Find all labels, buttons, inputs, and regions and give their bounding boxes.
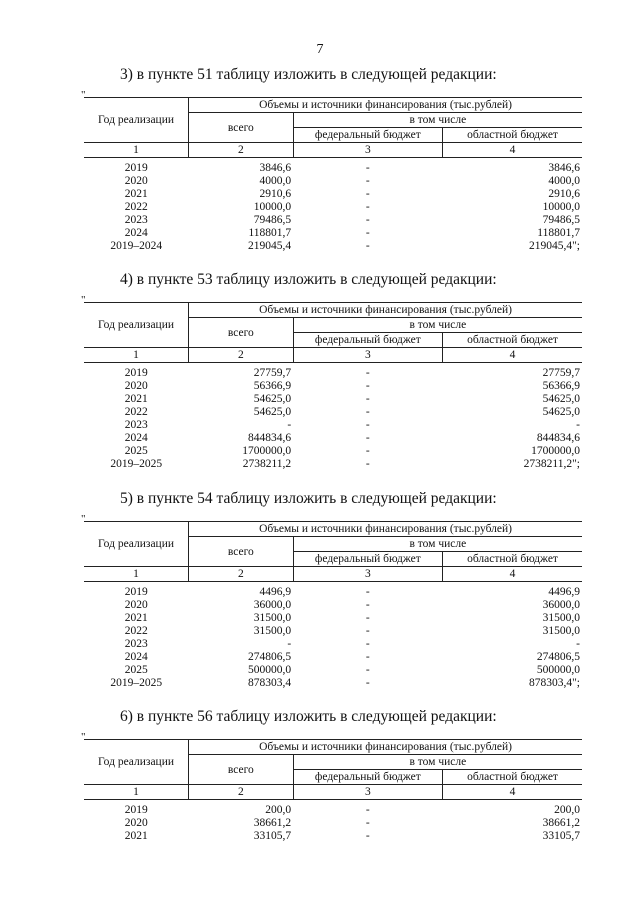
cell-regional: 274806,5	[536, 651, 580, 663]
cell-year: 2020	[124, 599, 148, 611]
header-col-3: 3	[293, 785, 442, 800]
cell-year: 2019–2025	[110, 677, 163, 689]
table-row	[84, 240, 582, 253]
funding-table	[84, 521, 582, 690]
cell-federal: -	[365, 175, 370, 187]
cell-total: 2738211,2	[242, 458, 292, 470]
cell-regional: 4496,9	[548, 586, 580, 598]
cell-federal: -	[365, 830, 370, 842]
header-total: всего	[189, 537, 294, 567]
cell-federal: -	[365, 664, 370, 676]
cell-regional: 31500,0	[542, 625, 580, 637]
cell-federal: -	[365, 817, 370, 829]
cell-regional: 36000,0	[542, 599, 580, 611]
cell-total: 200,0	[265, 804, 292, 816]
cell-regional: 1700000,0	[531, 445, 580, 457]
cell-year: 2021	[124, 612, 148, 624]
cell-year: 2019	[124, 804, 148, 816]
cell-total: 1700000,0	[242, 445, 292, 457]
header-col-1: 1	[84, 785, 189, 800]
cell-regional: 3846,6	[548, 162, 580, 174]
cell-total: 500000,0	[248, 664, 292, 676]
table-row	[84, 227, 582, 240]
header-regional: областной бюджет	[443, 552, 582, 567]
cell-year: 2021	[124, 188, 148, 200]
table-row	[84, 432, 582, 445]
header-including: в том числе	[293, 113, 582, 128]
funding-table-block	[81, 731, 582, 843]
cell-federal: -	[365, 406, 370, 418]
page-number: 7	[316, 42, 324, 57]
cell-year: 2021	[124, 393, 148, 405]
cell-year: 2025	[124, 445, 148, 457]
cell-year: 2023	[124, 214, 148, 226]
cell-total: 56366,9	[253, 380, 292, 392]
cell-year: 2019–2025	[110, 458, 163, 470]
header-including: в том числе	[293, 318, 582, 333]
cell-total: 2910,6	[259, 188, 292, 200]
header-col-2: 2	[189, 567, 294, 582]
cell-total: 118801,7	[248, 227, 292, 239]
cell-regional: 200,0	[554, 804, 580, 816]
cell-regional: 31500,0	[542, 612, 580, 624]
header-col-2: 2	[189, 348, 294, 363]
header-including: в том числе	[293, 537, 582, 552]
cell-year: 2020	[124, 817, 148, 829]
header-federal: федеральный бюджет	[293, 333, 442, 348]
cell-federal: -	[365, 367, 370, 379]
cell-total: 31500,0	[253, 625, 292, 637]
cell-year: 2022	[124, 201, 148, 213]
header-col-2: 2	[189, 143, 294, 158]
cell-regional: 878303,4";	[528, 677, 580, 689]
header-col-1: 1	[84, 348, 189, 363]
cell-federal: -	[365, 677, 370, 689]
section-heading: 5) в пункте 54 таблицу изложить в следующей редакции:	[120, 490, 497, 507]
table-row	[84, 677, 582, 690]
cell-regional: 118801,7	[537, 227, 580, 239]
header-year: Год реализации	[84, 740, 189, 785]
section-heading: 3) в пункте 51 таблицу изложить в следующей редакции:	[120, 66, 497, 83]
opening-quote: "	[81, 513, 86, 525]
cell-federal: -	[365, 804, 370, 816]
cell-total: 31500,0	[253, 612, 292, 624]
table-row	[84, 393, 582, 406]
cell-federal: -	[365, 432, 370, 444]
cell-regional: 38661,2	[542, 817, 580, 829]
table-row	[84, 830, 582, 843]
cell-year: 2024	[124, 432, 148, 444]
header-total: всего	[189, 113, 294, 143]
header-col-3: 3	[293, 348, 442, 363]
table-row	[84, 664, 582, 677]
cell-year: 2024	[124, 227, 148, 239]
cell-total: 79486,5	[253, 214, 292, 226]
cell-year: 2020	[124, 175, 148, 187]
header-regional: областной бюджет	[443, 770, 582, 785]
table-row	[84, 582, 582, 600]
cell-year: 2022	[124, 625, 148, 637]
table-row	[84, 175, 582, 188]
table-row	[84, 158, 582, 176]
cell-federal: -	[365, 201, 370, 213]
opening-quote: "	[81, 294, 86, 306]
cell-year: 2025	[124, 664, 148, 676]
cell-federal: -	[365, 162, 370, 174]
cell-total: -	[287, 638, 292, 650]
cell-total: 4496,9	[259, 586, 292, 598]
cell-federal: -	[365, 188, 370, 200]
opening-quote: "	[81, 731, 86, 743]
cell-regional: 2738211,2";	[523, 458, 580, 470]
cell-federal: -	[365, 586, 370, 598]
funding-table	[84, 97, 582, 253]
cell-regional: 79486,5	[542, 214, 580, 226]
section-heading: 6) в пункте 56 таблицу изложить в следующей редакции:	[120, 708, 497, 725]
cell-total: 878303,4	[248, 677, 292, 689]
cell-total: 4000,0	[259, 175, 292, 187]
header-col-4: 4	[443, 348, 582, 363]
table-row	[84, 458, 582, 471]
table-row	[84, 201, 582, 214]
cell-federal: -	[365, 240, 370, 252]
cell-total: 844834,6	[248, 432, 292, 444]
header-federal: федеральный бюджет	[293, 128, 442, 143]
header-year: Год реализации	[84, 98, 189, 143]
cell-federal: -	[365, 393, 370, 405]
cell-year: 2023	[124, 419, 148, 431]
header-funding: Объемы и источники финансирования (тыс.рублей)	[189, 98, 582, 113]
table-row	[84, 445, 582, 458]
cell-regional: 219045,4";	[528, 240, 580, 252]
cell-regional: 27759,7	[542, 367, 580, 379]
cell-regional: 56366,9	[542, 380, 580, 392]
table-row	[84, 651, 582, 664]
table-row	[84, 419, 582, 432]
table-row	[84, 380, 582, 393]
funding-table	[84, 739, 582, 843]
table-row	[84, 214, 582, 227]
header-regional: областной бюджет	[443, 333, 582, 348]
opening-quote: "	[81, 89, 86, 101]
cell-year: 2020	[124, 380, 148, 392]
header-total: всего	[189, 318, 294, 348]
funding-table-block	[81, 513, 582, 690]
cell-federal: -	[365, 419, 370, 431]
cell-regional: 2910,6	[548, 188, 580, 200]
header-federal: федеральный бюджет	[293, 770, 442, 785]
cell-federal: -	[365, 651, 370, 663]
cell-regional: 4000,0	[548, 175, 580, 187]
table-row	[84, 406, 582, 419]
cell-federal: -	[365, 227, 370, 239]
header-regional: областной бюджет	[443, 128, 582, 143]
funding-table-block	[81, 294, 582, 471]
header-federal: федеральный бюджет	[293, 552, 442, 567]
cell-year: 2024	[124, 651, 148, 663]
cell-regional: -	[576, 419, 580, 431]
header-col-4: 4	[443, 567, 582, 582]
cell-total: -	[287, 419, 292, 431]
header-col-3: 3	[293, 567, 442, 582]
header-col-1: 1	[84, 143, 189, 158]
cell-federal: -	[365, 638, 370, 650]
cell-total: 54625,0	[253, 393, 292, 405]
cell-year: 2019	[124, 367, 148, 379]
cell-federal: -	[365, 599, 370, 611]
cell-regional: 10000,0	[542, 201, 580, 213]
cell-federal: -	[365, 214, 370, 226]
cell-regional: 500000,0	[536, 664, 580, 676]
cell-federal: -	[365, 612, 370, 624]
header-col-3: 3	[293, 143, 442, 158]
cell-total: 54625,0	[253, 406, 292, 418]
cell-total: 274806,5	[248, 651, 292, 663]
table-row	[84, 800, 582, 818]
cell-year: 2023	[124, 638, 148, 650]
header-col-1: 1	[84, 567, 189, 582]
table-row	[84, 363, 582, 381]
header-col-4: 4	[443, 785, 582, 800]
cell-regional: 54625,0	[542, 393, 580, 405]
table-row	[84, 188, 582, 201]
cell-year: 2019–2024	[110, 240, 163, 252]
funding-table-block	[81, 89, 582, 253]
cell-year: 2021	[124, 830, 148, 842]
header-col-2: 2	[189, 785, 294, 800]
header-year: Год реализации	[84, 522, 189, 567]
table-row	[84, 625, 582, 638]
cell-federal: -	[365, 458, 370, 470]
cell-regional: 54625,0	[542, 406, 580, 418]
header-funding: Объемы и источники финансирования (тыс.рублей)	[189, 740, 582, 755]
table-row	[84, 817, 582, 830]
cell-total: 36000,0	[253, 599, 292, 611]
table-row	[84, 599, 582, 612]
header-including: в том числе	[293, 755, 582, 770]
cell-total: 3846,6	[259, 162, 292, 174]
table-row	[84, 638, 582, 651]
cell-total: 38661,2	[253, 817, 292, 829]
cell-year: 2022	[124, 406, 148, 418]
cell-total: 27759,7	[253, 367, 292, 379]
header-funding: Объемы и источники финансирования (тыс.рублей)	[189, 303, 582, 318]
section-heading: 4) в пункте 53 таблицу изложить в следующей редакции:	[120, 271, 497, 288]
cell-federal: -	[365, 380, 370, 392]
cell-year: 2019	[124, 162, 148, 174]
header-year: Год реализации	[84, 303, 189, 348]
table-row	[84, 612, 582, 625]
cell-year: 2019	[124, 586, 148, 598]
cell-regional: 844834,6	[536, 432, 580, 444]
cell-regional: 33105,7	[542, 830, 580, 842]
cell-federal: -	[365, 625, 370, 637]
header-col-4: 4	[443, 143, 582, 158]
header-funding: Объемы и источники финансирования (тыс.рублей)	[189, 522, 582, 537]
cell-total: 10000,0	[253, 201, 292, 213]
funding-table	[84, 302, 582, 471]
cell-total: 219045,4	[248, 240, 292, 252]
cell-regional: -	[576, 638, 580, 650]
header-total: всего	[189, 755, 294, 785]
cell-federal: -	[365, 445, 370, 457]
cell-total: 33105,7	[253, 830, 292, 842]
